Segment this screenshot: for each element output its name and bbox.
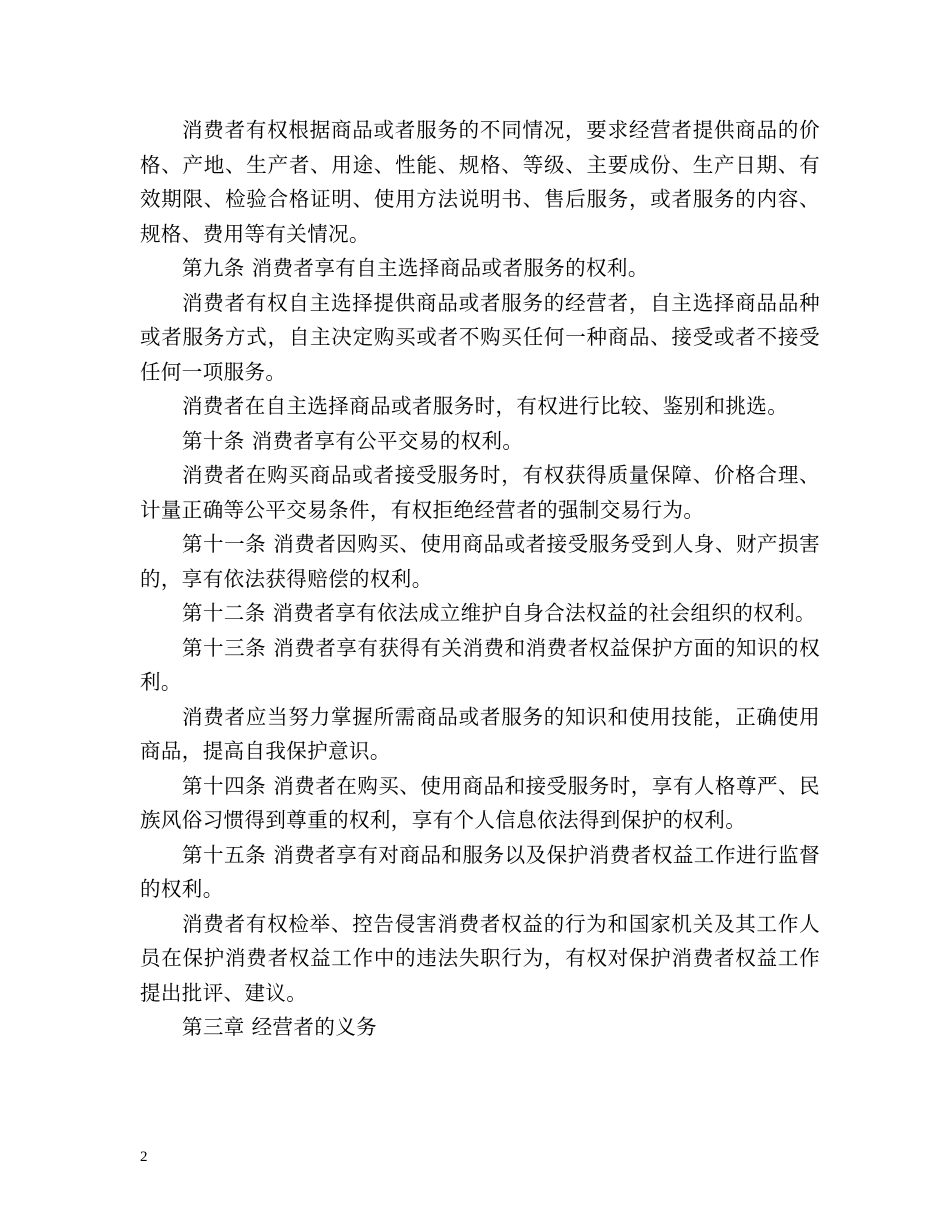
- paragraph: 消费者有权根据商品或者服务的不同情况，要求经营者提供商品的价格、产地、生产者、用途、性能、规格、等级、主要成份、生产日期、有效期限、检验合格证明、使用方法说明书、售后服务，或者服务的内容、规格、费用等有关情况。: [140, 118, 820, 246]
- article-paragraph: 第十四条 消费者在购买、使用商品和接受服务时，享有人格尊严、民族风俗习惯得到尊重的权利，享有个人信息依法得到保护的权利。: [140, 773, 820, 832]
- page-number: 2: [140, 1149, 148, 1165]
- paragraph: 消费者应当努力掌握所需商品或者服务的知识和使用技能，正确使用商品，提高自我保护意识。: [140, 704, 820, 763]
- paragraph: 消费者有权自主选择提供商品或者服务的经营者，自主选择商品品种或者服务方式，自主决定购买或者不购买任何一种商品、接受或者不接受任何一项服务。: [140, 290, 820, 384]
- article-heading: 第九条 消费者享有自主选择商品或者服务的权利。: [182, 256, 649, 280]
- article-paragraph: 第十一条 消费者因购买、使用商品或者接受服务受到人身、财产损害的，享有依法获得赔偿的权利。: [140, 532, 820, 591]
- article-paragraph: 第十二条 消费者享有依法成立维护自身合法权益的社会组织的权利。: [182, 601, 816, 625]
- article-heading: 第十条 消费者享有公平交易的权利。: [182, 428, 524, 453]
- document-body: [140, 113, 820, 1045]
- article-paragraph: 第十三条 消费者享有获得有关消费和消费者权益保护方面的知识的权利。: [140, 635, 820, 694]
- paragraph: 消费者在自主选择商品或者服务时，有权进行比较、鉴别和挑选。: [182, 394, 789, 418]
- chapter-heading: 第三章 经营者的义务: [182, 1015, 378, 1039]
- article-paragraph: 第十五条 消费者享有对商品和服务以及保护消费者权益工作进行监督的权利。: [140, 842, 820, 901]
- paragraph: 消费者在购买商品或者接受服务时，有权获得质量保障、价格合理、计量正确等公平交易条件，有权拒绝经营者的强制交易行为。: [140, 463, 820, 522]
- paragraph: 消费者有权检举、控告侵害消费者权益的行为和国家机关及其工作人员在保护消费者权益工作中的违法失职行为，有权对保护消费者权益工作提出批评、建议。: [140, 911, 820, 1005]
